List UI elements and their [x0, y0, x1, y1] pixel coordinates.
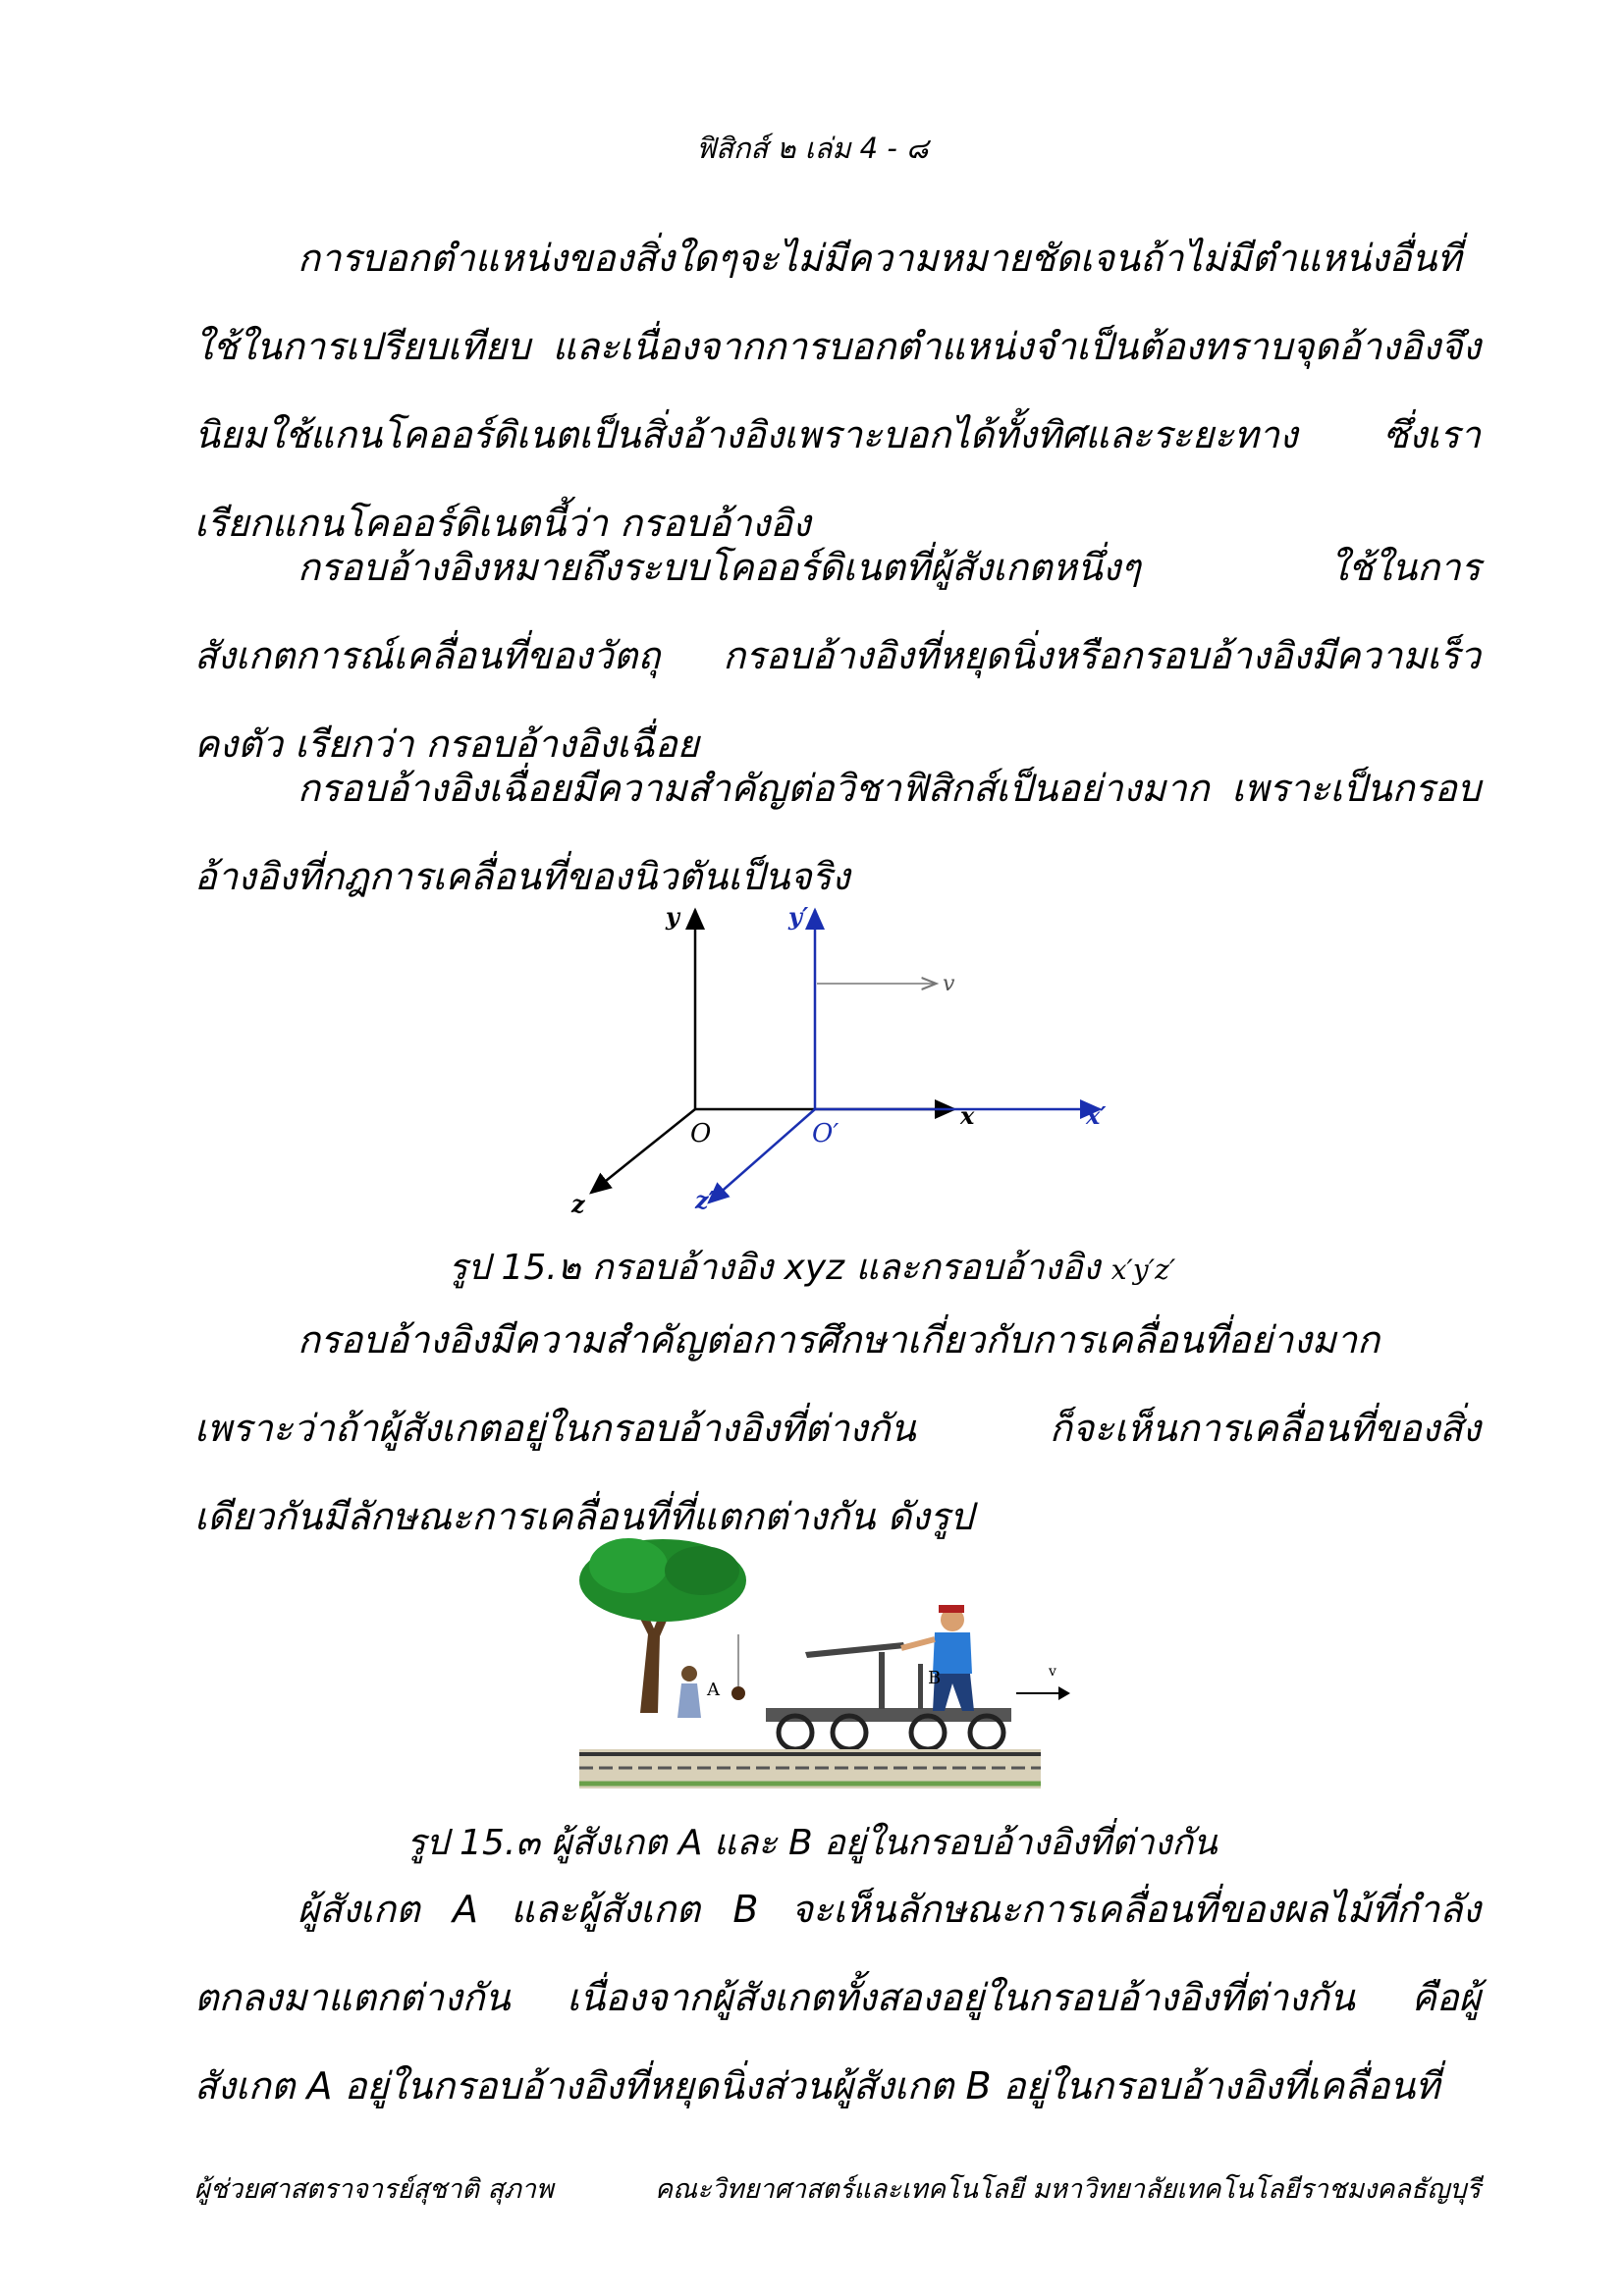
velocity-label: v [1049, 1664, 1056, 1680]
paragraph-1-text: การบอกตำแหน่งของสิ่งใดๆจะไม่มีความหมายชัดเจนถ้าไม่มีตำแหน่งอื่นที่ใช้ในการเปรียบเทียบ และเนื่องจากการบอกตำแหน่งจำเป็นต้องทราบจุดอ้างอิงจึงนิยมใช้แกนโคออร์ดิเนตเป็นสิ่งอ้างอิงเพราะบอกได้ทั้งทิศและระยะทาง ซึ่งเราเรียกแกนโคออร์ดิเนตนี้ว่า กรอบอ้างอิง [194, 237, 1481, 545]
figure-2-caption: รูป 15.๓ ผู้สังเกต A และ B อยู่ในกรอบอ้างอิงที่ต่างกัน [406, 1823, 1218, 1863]
tree-canopy-detail [665, 1546, 739, 1595]
z-axis [591, 1109, 695, 1193]
rail-car-bar [805, 1642, 905, 1658]
observers-illustration [579, 1526, 1070, 1796]
paragraph-4 [194, 1296, 1481, 1561]
observer-a-label: A [707, 1680, 720, 1700]
footer-institution: คณะวิทยาศาสตร์และเทคโนโลยี มหาวิทยาลัยเทคโนโลยีราชมงคลธัญบุรี [655, 2174, 1481, 2205]
label-x-prime: x′ [1086, 1101, 1107, 1130]
rail-car-post [879, 1652, 885, 1709]
page-footer [194, 2167, 1481, 2210]
figure-1-caption-main: รูป 15.๒ กรอบอ้างอิง xyz และกรอบอ้างอิง [448, 1248, 1111, 1288]
paragraph-1 [194, 214, 1481, 567]
paragraph-4-text: กรอบอ้างอิงมีความสำคัญต่อการศึกษาเกี่ยวกับการเคลื่อนที่อย่างมาก เพราะว่าถ้าผู้สังเกตอยู่ในกรอบอ้างอิงที่ต่างกัน ก็จะเห็นการเคลื่อนที่ของสิ่งเดียวกันมีลักษณะการเคลื่อนที่ที่แตกต่างกัน ดังรูป [194, 1318, 1481, 1538]
label-y: y [666, 902, 679, 931]
label-y-prime: y′ [788, 902, 809, 931]
label-z: z [571, 1190, 585, 1218]
label-origin-prime: O′ [812, 1119, 839, 1148]
observer-a-body [677, 1683, 701, 1718]
label-z-prime: z′ [695, 1186, 715, 1214]
tree-canopy-detail [589, 1538, 668, 1593]
label-origin: O [690, 1119, 712, 1148]
label-v: v [943, 972, 955, 996]
observer-b-label: B [928, 1668, 942, 1688]
observer-b-cap [939, 1605, 964, 1613]
paragraph-5 [194, 1865, 1481, 2130]
rail-car-post [918, 1664, 923, 1709]
z-prime-axis [709, 1109, 815, 1202]
paragraph-5-text: ผู้สังเกต A และผู้สังเกต B จะเห็นลักษณะการเคลื่อนที่ของผลไม้ที่กำลังตกลงมาแตกต่างกัน เนื่องจากผู้สังเกตทั้งสองอยู่ในกรอบอ้างอิงที่ต่างกัน คือผู้สังเกต A อยู่ในกรอบอ้างอิงที่หยุดนิ่งส่วนผู้สังเกต B อยู่ในกรอบอ้างอิงที่เคลื่อนที่ [194, 1888, 1481, 2108]
observer-b-arm [901, 1639, 935, 1648]
label-x: x [960, 1101, 975, 1130]
car-velocity-arrowhead [1058, 1686, 1070, 1700]
observer-a-head [681, 1666, 697, 1682]
figure-1-caption [0, 1239, 1624, 1295]
page-header: ฟิสิกส์ ๒ เล่ม 4 - ๘ [695, 132, 929, 165]
figure-1-caption-latin: x′y′z′ [1110, 1254, 1176, 1286]
paragraph-2-text: กรอบอ้างอิงหมายถึงระบบโคออร์ดิเนตที่ผู้สังเกตหนึ่งๆ ใช้ในการสังเกตการณ์เคลื่อนที่ของวัตถุ กรอบอ้างอิงที่หยุดนิ่งหรือกรอบอ้างอิงมีความเร็วคงตัว เรียกว่า กรอบอ้างอิงเฉื่อย [194, 546, 1481, 766]
fruit [731, 1686, 745, 1700]
footer-author: ผู้ช่วยศาสตราจารย์สุชาติ สุภาพ [194, 2174, 554, 2205]
paragraph-3-text: กรอบอ้างอิงเฉื่อยมีความสำคัญต่อวิชาฟิสิกส์เป็นอย่างมาก เพราะเป็นกรอบอ้างอิงที่กฎการเคลื่อนที่ของนิวตันเป็นจริง [194, 767, 1481, 898]
reference-frames-figure [550, 888, 1159, 1232]
